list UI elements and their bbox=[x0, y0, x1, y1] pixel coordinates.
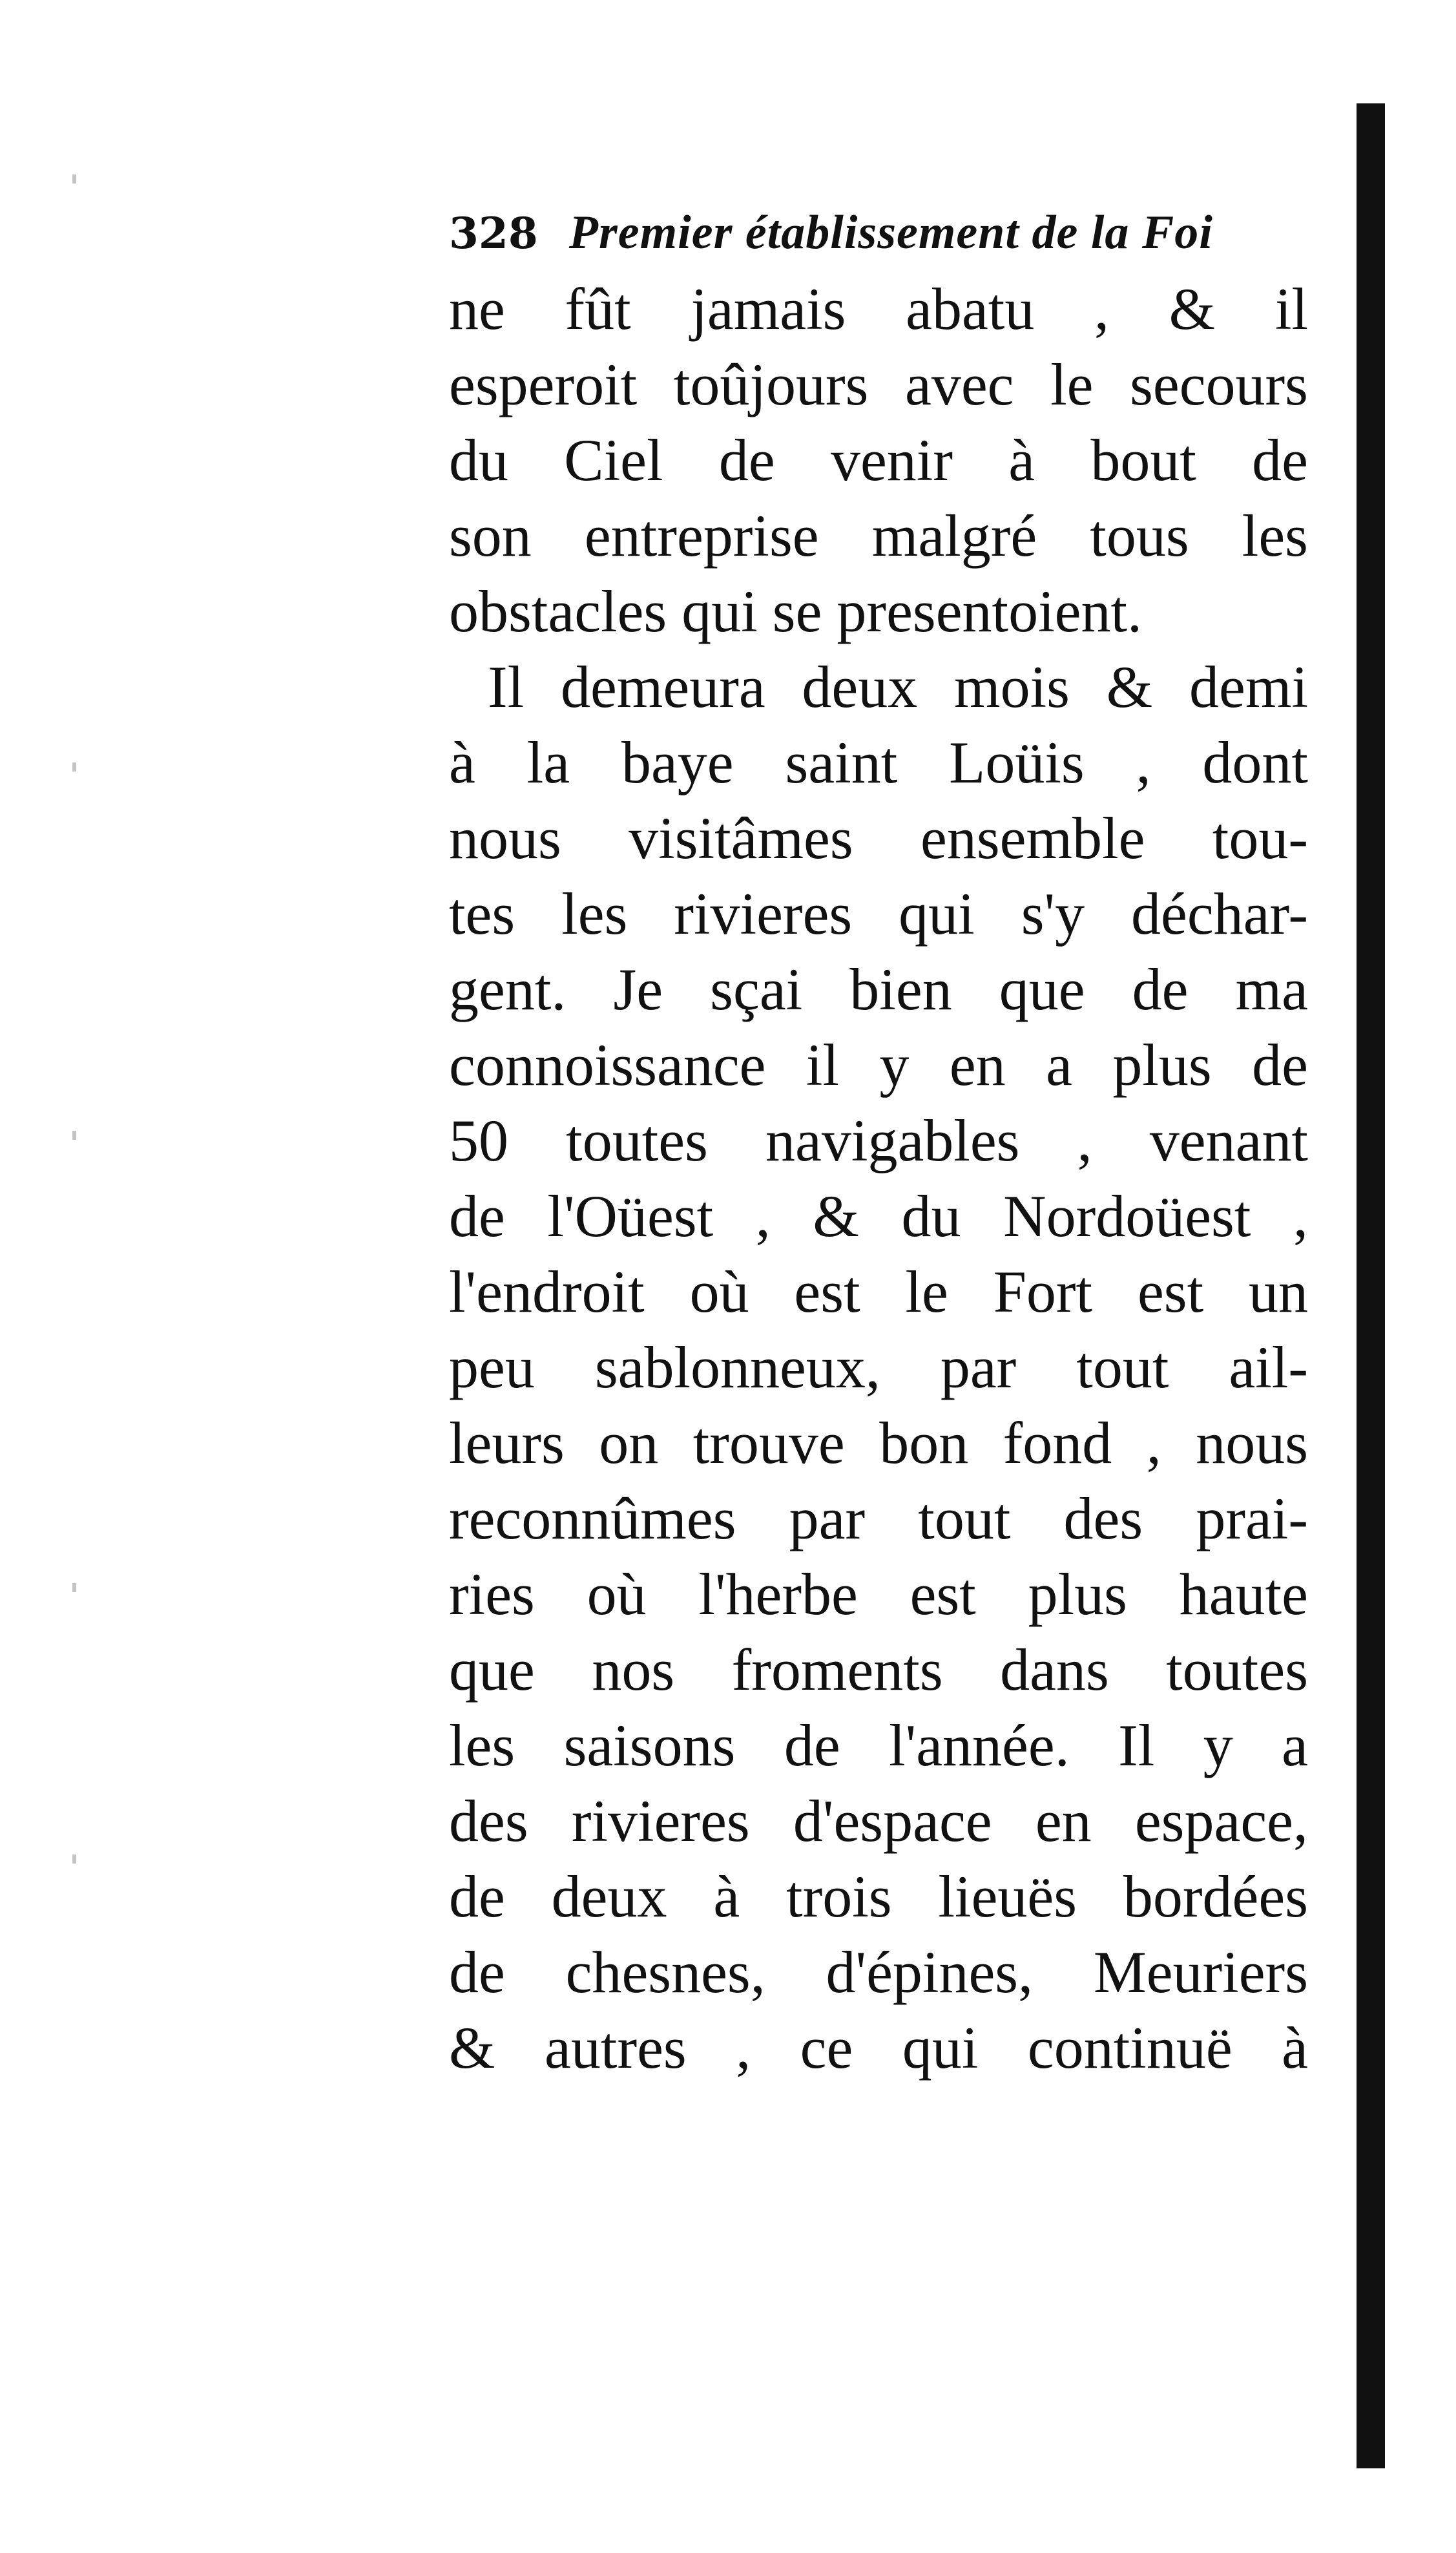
text-line: Il demeura deux mois & demi bbox=[488, 654, 1308, 720]
text-line: obstacles qui se presentoient. bbox=[449, 578, 1143, 644]
margin-speck bbox=[72, 174, 76, 184]
text-line: son entreprise malgré tous les bbox=[449, 503, 1308, 569]
text-line: & autres , ce qui continuë à bbox=[449, 2015, 1308, 2081]
body-text bbox=[449, 271, 1308, 2086]
text-line: esperoit toûjours avec le secours bbox=[449, 352, 1308, 417]
text-line: 50 toutes navigables , venant bbox=[449, 1108, 1308, 1173]
text-line: nous visitâmes ensemble tou- bbox=[449, 805, 1308, 871]
text-line: ries où l'herbe est plus haute bbox=[449, 1561, 1308, 1627]
text-line: du Ciel de venir à bout de bbox=[449, 427, 1308, 493]
text-line: l'endroit où est le Fort est un bbox=[449, 1259, 1308, 1325]
margin-speck bbox=[72, 1854, 76, 1864]
margin-speck bbox=[72, 1583, 76, 1592]
text-line: connoissance il y en a plus de bbox=[449, 1032, 1308, 1098]
text-line: les saisons de l'année. Il y a bbox=[449, 1712, 1308, 1778]
text-line: que nos froments dans toutes bbox=[449, 1637, 1308, 1703]
text-line: ne fût jamais abatu , & il bbox=[449, 276, 1308, 342]
running-head: Premier établissement de la Foi bbox=[568, 206, 1213, 259]
margin-speck bbox=[72, 1131, 76, 1140]
page-header bbox=[449, 205, 1308, 277]
text-line: leurs on trouve bon fond , nous bbox=[449, 1410, 1308, 1476]
text-line: à la baye saint Loüis , dont bbox=[449, 730, 1308, 795]
margin-speck bbox=[72, 762, 76, 772]
text-line: peu sablonneux, par tout ail- bbox=[449, 1334, 1308, 1400]
text-line: de chesnes, d'épines, Meuriers bbox=[449, 1939, 1308, 2005]
text-line: de deux à trois lieuës bordées bbox=[449, 1864, 1308, 1929]
text-line: de l'Oüest , & du Nordoüest , bbox=[449, 1183, 1308, 1249]
page-number: 328 bbox=[449, 208, 538, 258]
text-line: des rivieres d'espace en espace, bbox=[449, 1788, 1308, 1854]
text-line: tes les rivieres qui s'y déchar- bbox=[449, 881, 1308, 947]
text-line: reconnûmes par tout des prai- bbox=[449, 1486, 1308, 1551]
binding-shadow-bar bbox=[1357, 103, 1385, 2468]
text-line: gent. Je sçai bien que de ma bbox=[449, 956, 1308, 1022]
